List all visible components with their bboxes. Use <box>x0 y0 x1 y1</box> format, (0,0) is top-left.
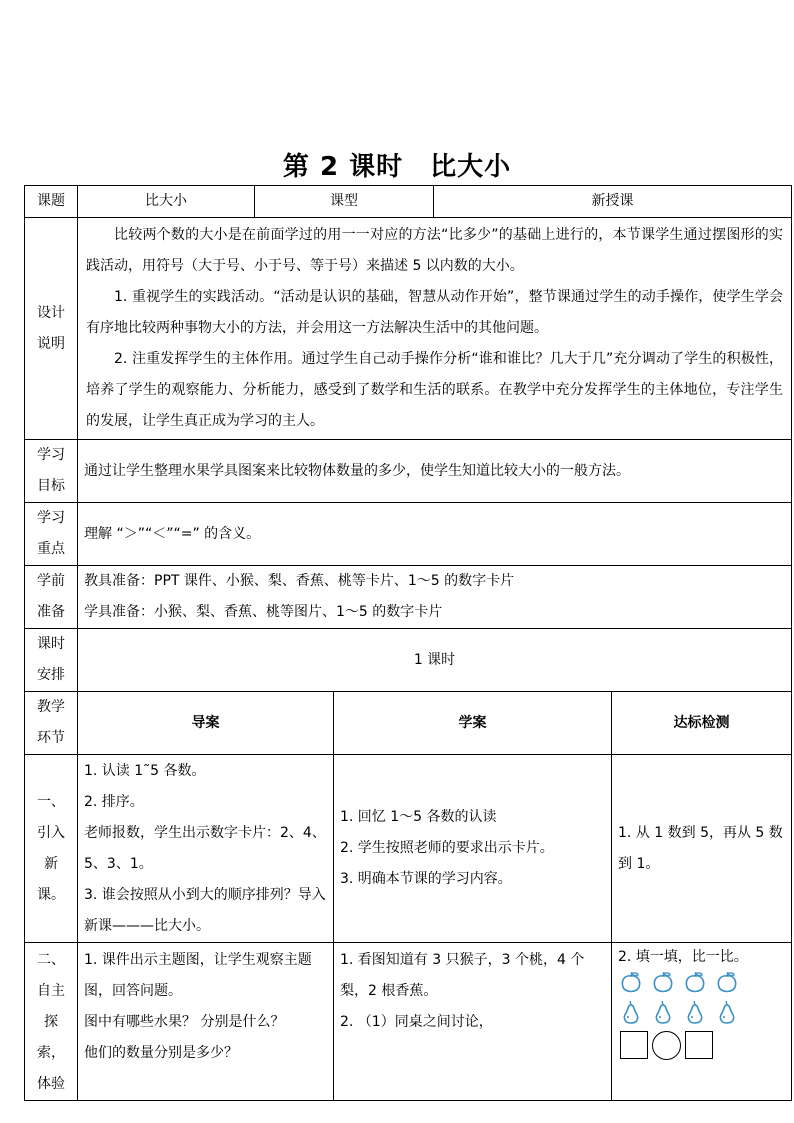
section2-study-line-1: 1. 看图知道有 3 只猴子，3 个桃，4 个梨，2 根香蕉。 <box>340 952 585 999</box>
study-header: 学案 <box>334 692 612 755</box>
peach-icon <box>652 971 674 995</box>
topic-value: 比大小 <box>78 186 255 218</box>
design-content <box>78 218 792 440</box>
design-paragraph-2: 1. 重视学生的实践活动。“活动是认识的基础，智慧从动作开始”，整节课通过学生的动手操作，使学生学会有序地比较两种事物大小的方法，并会用这一方法解决生活中的其他问题。 <box>86 289 783 336</box>
type-value: 新授课 <box>434 186 792 218</box>
prep-student: 学具准备：小猴、梨、香蕉、桃等图片、1～5 的数字卡片 <box>84 604 443 620</box>
section1-row <box>25 755 792 943</box>
page-title: 第 2 课时 比大小 <box>282 152 512 182</box>
section1-guide-line-4: 3. 谁会按照从小到大的顺序排列？导入新课———比大小。 <box>84 886 326 934</box>
section2-label-text: 二、自主探索，体验 <box>37 952 65 1092</box>
prep-label <box>25 566 78 629</box>
section2-check <box>612 943 792 1101</box>
peach-row <box>620 971 785 997</box>
pear-icon <box>684 1001 706 1025</box>
section2-row <box>25 943 792 1101</box>
section2-guide-line-2: 图中有哪些水果？ 分别是什么？ <box>84 1014 285 1030</box>
columns-header-row <box>25 692 792 755</box>
section1-check: 1. 从 1 数到 5，再从 5 数到 1。 <box>612 755 792 943</box>
section1-study-line-2: 2. 学生按照老师的要求出示卡片。 <box>340 840 554 856</box>
design-label-text: 设计说明 <box>37 304 65 352</box>
design-row <box>25 218 792 440</box>
section1-study-line-1: 1. 回忆 1～5 各数的认读 <box>340 809 497 825</box>
check-header: 达标检测 <box>612 692 792 755</box>
section2-study-line-2: 2. （1）同桌之间讨论， <box>340 1014 493 1030</box>
answer-box[interactable] <box>685 1031 713 1059</box>
section1-guide-line-1: 1. 认读 1˜5 各数。 <box>84 762 206 779</box>
schedule-row <box>25 629 792 692</box>
section2-study <box>334 943 612 1101</box>
key-label-text: 学习重点 <box>37 510 65 557</box>
prep-label-text: 学前准备 <box>37 573 65 620</box>
prep-content <box>78 566 792 629</box>
peach-icon <box>716 971 738 995</box>
key-text: 理解 “＞”“＜”“=” 的含义。 <box>78 503 792 566</box>
design-paragraph-1: 比较两个数的大小是在前面学过的用一一对应的方法“比多少”的基础上进行的，本节课学生通过摆图形的实践活动，用符号（大于号、小于号、等于号）来描述 5 以内数的大小。 <box>86 227 783 274</box>
pear-row <box>620 1001 785 1027</box>
pear-icon <box>716 1001 738 1025</box>
goal-label-text: 学习目标 <box>37 447 65 494</box>
goal-text: 通过让学生整理水果学具图案来比较物体数量的多少，使学生知道比较大小的一般方法。 <box>78 440 792 503</box>
design-paragraph-3: 2. 注重发挥学生的主体作用。通过学生自己动手操作分析“谁和谁比？几大于几”充分调动了学生的积极性，培养了学生的观察能力、分析能力，感受到了数学和生活的联系。在教学中充分发挥学生的主体地位，专注学生的发展，让学生真正成为学习的主人。 <box>86 351 783 429</box>
pear-icon <box>652 1001 674 1025</box>
goal-row <box>25 440 792 503</box>
section1-guide <box>78 755 334 943</box>
key-row <box>25 503 792 566</box>
topic-row <box>25 186 792 218</box>
section1-label <box>25 755 78 943</box>
design-label <box>25 218 78 440</box>
lesson-plan-table <box>24 185 792 1101</box>
columns-label <box>25 692 78 755</box>
prep-teacher: 教具准备：PPT 课件、小猴、梨、香蕉、桃等卡片、1～5 的数字卡片 <box>84 573 515 589</box>
compare-shapes <box>620 1031 785 1060</box>
section1-guide-line-3: 老师报数，学生出示数字卡片：2、4、5、3、1。 <box>84 824 326 872</box>
section2-check-title: 2. 填一填，比一比。 <box>618 949 748 965</box>
section1-guide-line-2: 2. 排序。 <box>84 793 144 810</box>
section2-guide <box>78 943 334 1101</box>
peach-icon <box>620 971 642 995</box>
section2-guide-line-1: 1. 课件出示主题图，让学生观察主题图，回答问题。 <box>84 952 312 999</box>
schedule-label <box>25 629 78 692</box>
type-label: 课型 <box>255 186 434 218</box>
section1-study-line-3: 3. 明确本节课的学习内容。 <box>340 871 512 887</box>
section2-label <box>25 943 78 1101</box>
answer-box[interactable] <box>620 1031 648 1059</box>
key-label <box>25 503 78 566</box>
compare-circle[interactable] <box>652 1031 681 1060</box>
schedule-label-text: 课时安排 <box>37 636 65 683</box>
guide-header: 导案 <box>78 692 334 755</box>
section2-guide-line-3: 他们的数量分别是多少？ <box>84 1045 238 1061</box>
columns-label-text: 教学环节 <box>37 699 65 746</box>
schedule-text: 1 课时 <box>78 629 792 692</box>
pear-icon <box>620 1001 642 1025</box>
section1-label-text: 一、引入新课。 <box>37 793 65 903</box>
peach-icon <box>684 971 706 995</box>
prep-row <box>25 566 792 629</box>
section1-study <box>334 755 612 943</box>
goal-label <box>25 440 78 503</box>
topic-label: 课题 <box>25 186 78 218</box>
